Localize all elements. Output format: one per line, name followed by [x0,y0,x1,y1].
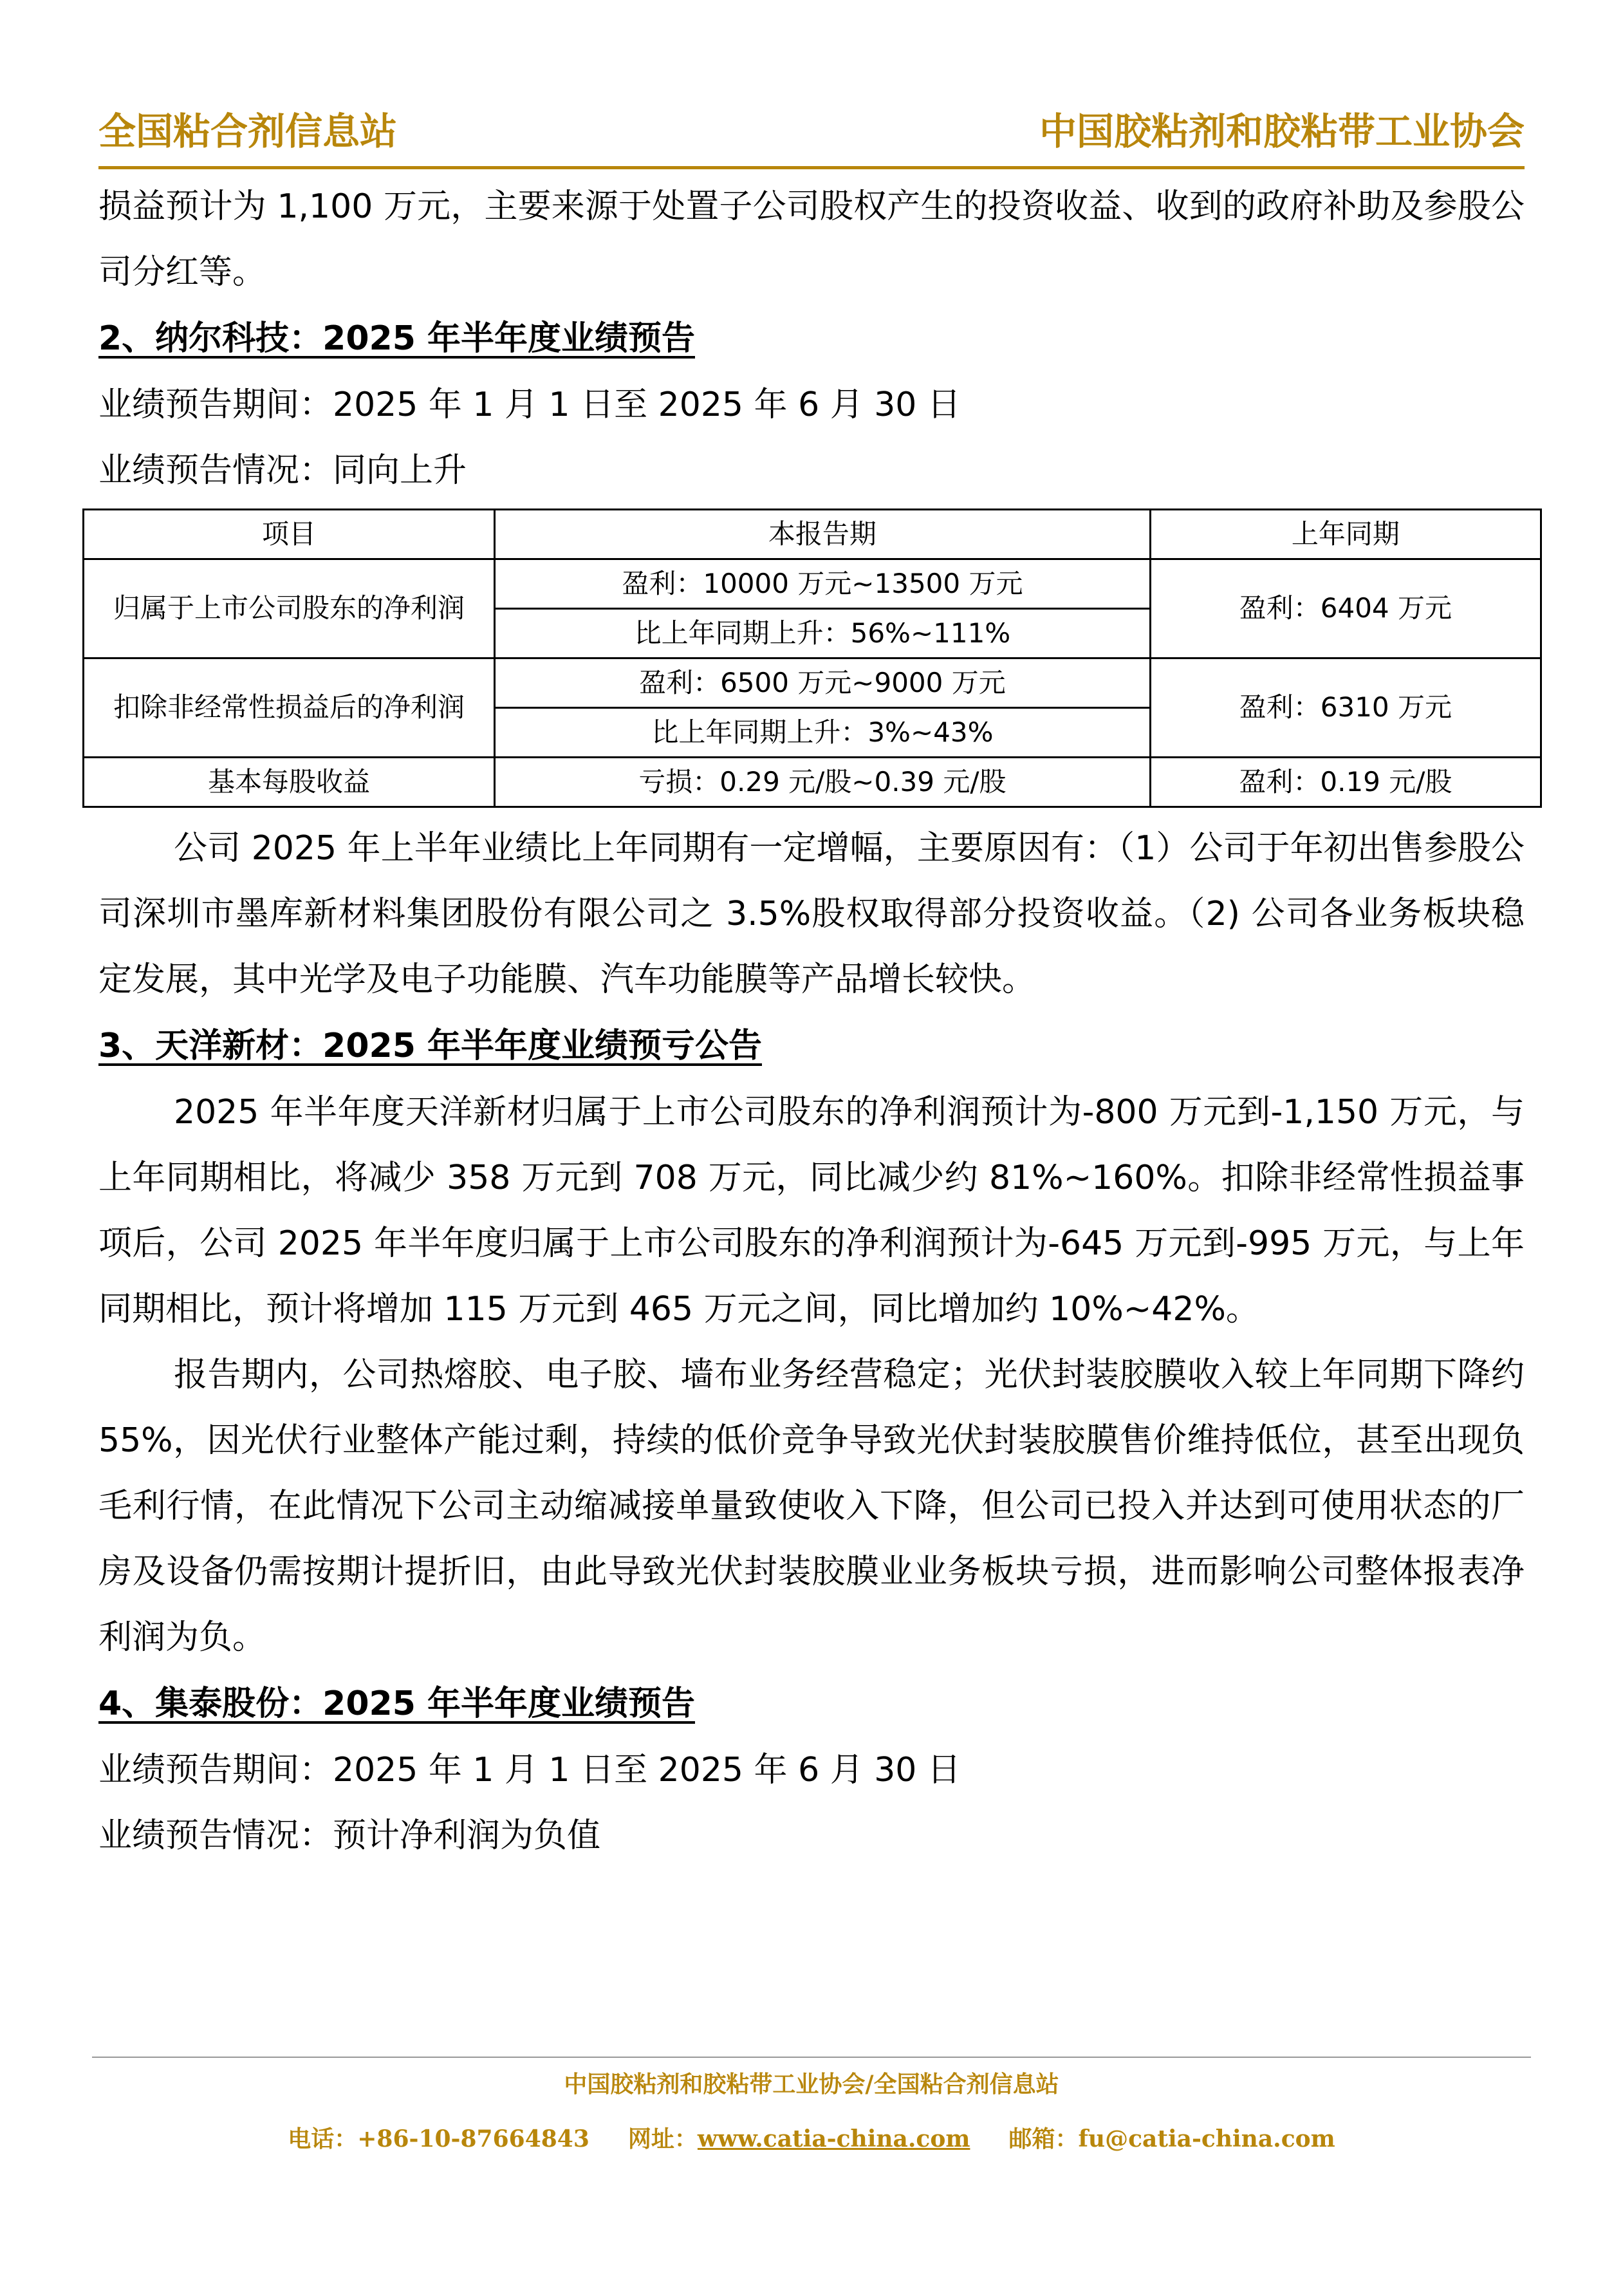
footer-divider [92,2057,1531,2058]
table-cell: 盈利：10000 万元~13500 万元 [495,559,1151,609]
section4-situation: 业绩预告情况：预计净利润为负值 [98,1816,601,1855]
table-row [84,658,1541,708]
table-header-row [84,510,1541,559]
section-heading-4: 4、集泰股份：2025 年半年度业绩预告 [98,1685,696,1723]
table-cell: 亏损：0.29 元/股~0.39 元/股 [495,758,1151,807]
table-row [84,758,1541,807]
intro-paragraph: 损益预计为 1,100 万元，主要来源于处置子公司股权产生的投资收益、收到的政府补助及参股公司分红等。 [98,187,1525,292]
header-right-title: 中国胶粘剂和胶粘带工业协会 [1039,109,1525,153]
table-row [84,559,1541,609]
table-cell: 归属于上市公司股东的净利润 [84,559,495,658]
footer-contact-line [0,2121,1623,2154]
footer-email[interactable]: 邮箱：fu@catia-china.com [1008,2125,1335,2152]
table-cell: 盈利：6500 万元~9000 万元 [495,658,1151,708]
section-heading-3: 3、天洋新材：2025 年半年度业绩预亏公告 [98,1027,763,1065]
header-divider [98,166,1525,169]
table-header-cell: 本报告期 [495,510,1151,559]
section2-paragraph: 公司 2025 年上半年业绩比上年同期有一定增幅，主要原因有：（1）公司于年初出售参股公司深圳市墨库新材料集团股份有限公司之 3.5%股权取得部分投资收益。（2) 公司各业务板块稳定发展，其中光学及电子功能膜、汽车功能膜等产品增长较快。 [98,829,1525,999]
page-content [98,174,1525,1869]
table-cell: 盈利：6404 万元 [1150,559,1541,658]
section2-period: 业绩预告期间：2025 年 1 月 1 日至 2025 年 6 月 30 日 [98,386,961,424]
table-cell: 基本每股收益 [84,758,495,807]
table-cell: 扣除非经常性损益后的净利润 [84,658,495,758]
footer-phone: 电话：+86-10-87664843 [288,2125,589,2152]
table-cell: 盈利：0.19 元/股 [1150,758,1541,807]
section2-situation: 业绩预告情况：同向上升 [98,451,467,490]
header-left-title: 全国粘合剂信息站 [98,109,398,153]
table-header-cell: 上年同期 [1150,510,1541,559]
footer-site-label: 网址： [627,2125,698,2152]
table-header-cell: 项目 [84,510,495,559]
section4-period: 业绩预告期间：2025 年 1 月 1 日至 2025 年 6 月 30 日 [98,1751,961,1789]
footer-org-line: 中国胶粘剂和胶粘带工业协会/全国粘合剂信息站 [564,2071,1059,2098]
table-cell: 比上年同期上升：56%~111% [495,609,1151,658]
footer-website-link[interactable]: www.catia-china.com [697,2125,970,2152]
section3-paragraph-2: 报告期内，公司热熔胶、电子胶、墙布业务经营稳定；光伏封装胶膜收入较上年同期下降约 55%，因光伏行业整体产能过剩，持续的低价竞争导致光伏封装胶膜售价维持低位，甚至出现负毛利行情，在此情况下公司主动缩减接单量致使收入下降，但公司已投入并达到可使用状态的厂房及设备仍需按期计提折旧，由此导致光伏封装胶膜业业务板块亏损，进而影响公司整体报表净利润为负。 [98,1356,1525,1657]
section3-paragraph-1: 2025 年半年度天洋新材归属于上市公司股东的净利润预计为-800 万元到-1,150 万元，与上年同期相比，将减少 358 万元到 708 万元，同比减少约 81%~160%。扣除非经常性损益事项后，公司 2025 年半年度归属于上市公司股东的净利润预计为-645 万元到-995 万元，与上年同期相比，预计将增加 115 万元到 465 万元之间，同比增加约 10%~42%。 [98,1093,1525,1329]
forecast-table [82,509,1542,808]
section-heading-2: 2、纳尔科技：2025 年半年度业绩预告 [98,319,696,358]
table-cell: 盈利：6310 万元 [1150,658,1541,758]
table-cell: 比上年同期上升：3%~43% [495,708,1151,758]
